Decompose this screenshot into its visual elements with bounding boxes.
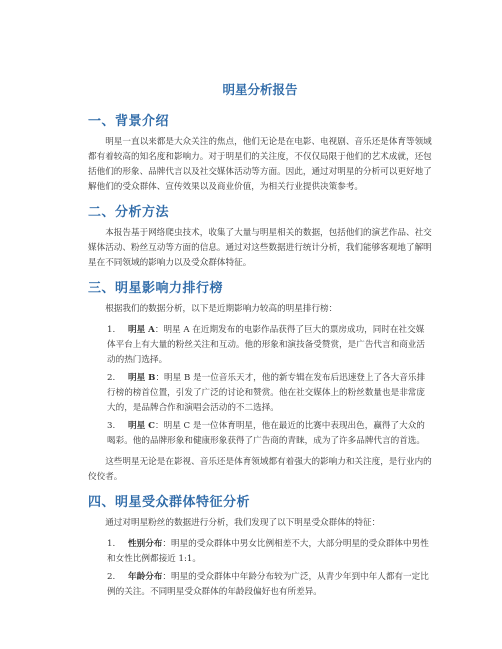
section-heading: 四、明星受众群体特征分析 [88, 495, 251, 510]
body-paragraph: 这些明星无论是在影视、音乐还是体育领域都有着强大的影响力和关注度，是行业内的佼佼者。 [88, 457, 432, 482]
list-item [107, 537, 432, 567]
list-item [107, 323, 432, 368]
section-heading: 三、明星影响力排行榜 [88, 281, 224, 296]
section-ranking [88, 277, 432, 485]
list-term: 性别分布 [128, 539, 163, 549]
section-method [88, 201, 432, 271]
body-paragraph: 本报告基于网络爬虫技术，收集了大量与明星相关的数据，包括他们的演艺作品、社交媒体活动、粉丝互动等方面的信息。通过对这些数据进行统计分析，我们能够客观地了解明星在不同领域的影响力以及受众群体特征。 [88, 228, 432, 268]
section-audience [88, 491, 432, 600]
section-heading: 一、背景介绍 [88, 114, 170, 129]
list-term: 明星 B [128, 373, 156, 383]
list-number: 3. [107, 421, 116, 431]
list-term: 明星 C [128, 421, 156, 431]
section-heading: 二、分析方法 [88, 205, 170, 220]
list-text: ：明星 C 是一位体育明星，他在最近的比赛中表现出色，赢得了大众的喝彩。他的品牌形象和健康形象获得了广告商的青睐，成为了许多品牌代言的首选。 [107, 421, 425, 446]
body-paragraph: 根据我们的数据分析，以下是近期影响力较高的明星排行榜： [105, 304, 338, 314]
body-paragraph: 通过对明星粉丝的数据进行分析，我们发现了以下明星受众群体的特征： [105, 518, 381, 528]
list-text: ：明星的受众群体中年龄分布较为广泛，从青少年到中年人都有一定比例的关注。不同明星受众群体的年龄段偏好也有所差异。 [107, 572, 429, 597]
list-text: ：明星的受众群体中男女比例相差不大，大部分明星的受众群体中男性和女性比例都接近 1:1。 [107, 539, 429, 564]
list-text: ：明星 B 是一位音乐天才，他的新专辑在发布后迅速登上了各大音乐排行榜的榜首位置，引发了广泛的讨论和赞赏。他在社交媒体上的粉丝数量也是非常庞大的，是品牌合作和演唱会活动的不二选择。 [107, 373, 426, 413]
list-number: 1. [107, 539, 116, 549]
list-term: 明星 A [128, 325, 155, 335]
audience-list [88, 537, 432, 600]
list-text: ：明星 A 在近期发布的电影作品获得了巨大的票房成功，同时在社交媒体平台上有大量的粉丝关注和互动。他的形象和演技备受赞赏，是广告代言和商业活动的热门选择。 [107, 325, 425, 365]
list-number: 2. [107, 373, 116, 383]
list-number: 2. [107, 572, 116, 582]
document-title: 明星分析报告 [222, 82, 298, 97]
list-item [107, 570, 432, 600]
list-number: 1. [107, 325, 116, 335]
list-item [107, 419, 432, 449]
list-term: 年龄分布 [128, 572, 163, 582]
ranking-list [88, 323, 432, 449]
body-paragraph: 明星一直以来都是大众关注的焦点，他们无论是在电影、电视剧、音乐还是体育等领域都有着较高的知名度和影响力。对于明星们的关注度，不仅仅局限于他们的艺术成就，还包括他们的形象、品牌代言以及社交媒体活动等方面。因此，通过对明星的分析可以更好地了解他们的受众群体、宣传效果以及商业价值，为相关行业提供决策参考。 [88, 137, 432, 192]
section-background [88, 110, 432, 195]
list-item [107, 371, 432, 416]
